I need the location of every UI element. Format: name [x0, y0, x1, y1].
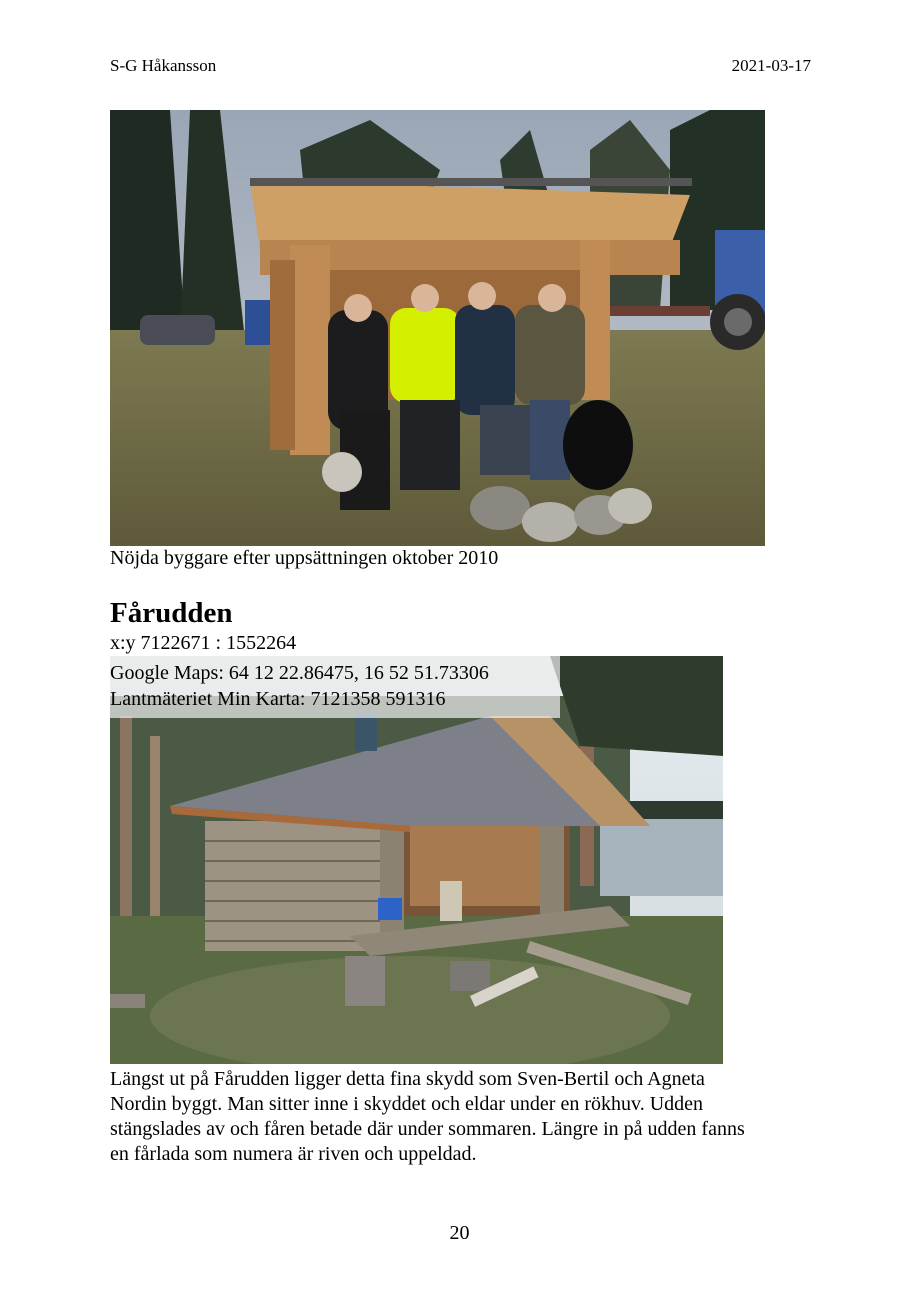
- overlay-google-maps: Google Maps: 64 12 22.86475, 16 52 51.73306: [110, 662, 489, 684]
- page-number: 20: [449, 1222, 470, 1244]
- body-line: Längst ut på Fårudden ligger detta fina skydd som Sven-Bertil och Agneta: [110, 1068, 705, 1090]
- section-title: Fårudden: [110, 597, 233, 629]
- header-author: S-G Håkansson: [110, 56, 217, 75]
- body-line: stängslades av och fåren betade där under sommaren. Längre in på udden fanns: [110, 1118, 745, 1140]
- body-line: Nordin byggt. Man sitter inne i skyddet och eldar under en rökhuv. Udden: [110, 1093, 704, 1115]
- section-coords: x:y 7122671 : 1552264: [110, 632, 297, 654]
- header-date: 2021-03-17: [731, 56, 811, 75]
- body-paragraph: [110, 1067, 810, 1167]
- photo1-caption: Nöjda byggare efter uppsättningen oktober 2010: [110, 547, 499, 569]
- overlay-lantmateriet: Lantmäteriet Min Karta: 7121358 591316: [110, 688, 446, 710]
- body-line: en fårlada som numera är riven och uppeldad.: [110, 1143, 477, 1165]
- photo-shelter-builders: [110, 110, 765, 546]
